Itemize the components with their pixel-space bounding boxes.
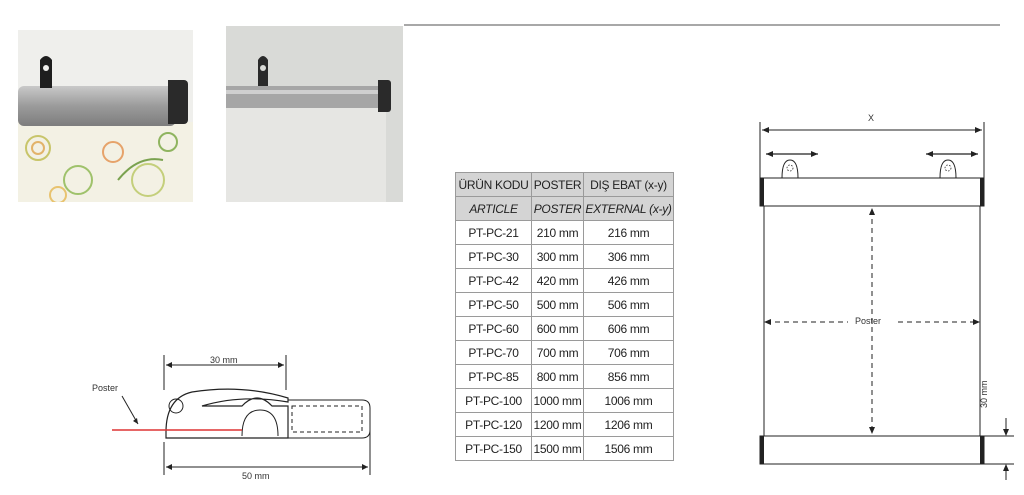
header-external-size: DIŞ EBAT (x-y) — [584, 173, 674, 197]
table-row — [456, 437, 674, 461]
cell-external: 706 mm — [584, 341, 674, 365]
cell-article: PT-PC-21 — [456, 221, 532, 245]
cell-external: 426 mm — [584, 269, 674, 293]
table-row — [456, 365, 674, 389]
table-header-row — [456, 173, 674, 197]
table-row — [456, 341, 674, 365]
table-row — [456, 317, 674, 341]
cell-external: 1506 mm — [584, 437, 674, 461]
cell-poster: 300 mm — [532, 245, 584, 269]
table-subheader-row — [456, 197, 674, 221]
x-dimension-label: X — [868, 113, 875, 123]
cell-article: PT-PC-42 — [456, 269, 532, 293]
table-row — [456, 221, 674, 245]
table-row — [456, 293, 674, 317]
specification-table — [455, 172, 674, 461]
dimension-30mm-label: 30 mm — [210, 355, 238, 365]
cell-poster: 800 mm — [532, 365, 584, 389]
cell-article: PT-PC-50 — [456, 293, 532, 317]
cell-article: PT-PC-150 — [456, 437, 532, 461]
table-row — [456, 413, 674, 437]
cell-external: 856 mm — [584, 365, 674, 389]
cell-article: PT-PC-30 — [456, 245, 532, 269]
profile-cross-section-diagram — [92, 350, 392, 485]
cell-external: 1206 mm — [584, 413, 674, 437]
cell-poster: 1500 mm — [532, 437, 584, 461]
table-row — [456, 245, 674, 269]
subheader-external: EXTERNAL (x-y) — [584, 197, 674, 221]
top-divider — [404, 24, 1000, 26]
cell-article: PT-PC-100 — [456, 389, 532, 413]
cell-external: 306 mm — [584, 245, 674, 269]
cell-article: PT-PC-70 — [456, 341, 532, 365]
cell-external: 216 mm — [584, 221, 674, 245]
header-poster: POSTER — [532, 173, 584, 197]
cell-external: 606 mm — [584, 317, 674, 341]
rail-height-label: 30 mm — [979, 380, 989, 408]
dimension-50mm-label: 50 mm — [242, 471, 270, 481]
header-article-code: ÜRÜN KODU — [456, 173, 532, 197]
poster-label: Poster — [92, 383, 119, 393]
product-photo-patterned-poster — [18, 30, 193, 202]
cell-external: 1006 mm — [584, 389, 674, 413]
product-photo-wall-mounted — [226, 26, 403, 202]
cell-article: PT-PC-85 — [456, 365, 532, 389]
cell-poster: 500 mm — [532, 293, 584, 317]
cell-external: 506 mm — [584, 293, 674, 317]
table-row — [456, 389, 674, 413]
front-view-diagram — [752, 108, 1020, 488]
table-row — [456, 269, 674, 293]
cell-poster: 420 mm — [532, 269, 584, 293]
subheader-article: ARTICLE — [456, 197, 532, 221]
cell-poster: 1000 mm — [532, 389, 584, 413]
cell-poster: 210 mm — [532, 221, 584, 245]
cell-poster: 1200 mm — [532, 413, 584, 437]
subheader-poster: POSTER — [532, 197, 584, 221]
cell-poster: 600 mm — [532, 317, 584, 341]
poster-area-label: Poster — [855, 316, 882, 326]
cell-article: PT-PC-120 — [456, 413, 532, 437]
cell-article: PT-PC-60 — [456, 317, 532, 341]
cell-poster: 700 mm — [532, 341, 584, 365]
